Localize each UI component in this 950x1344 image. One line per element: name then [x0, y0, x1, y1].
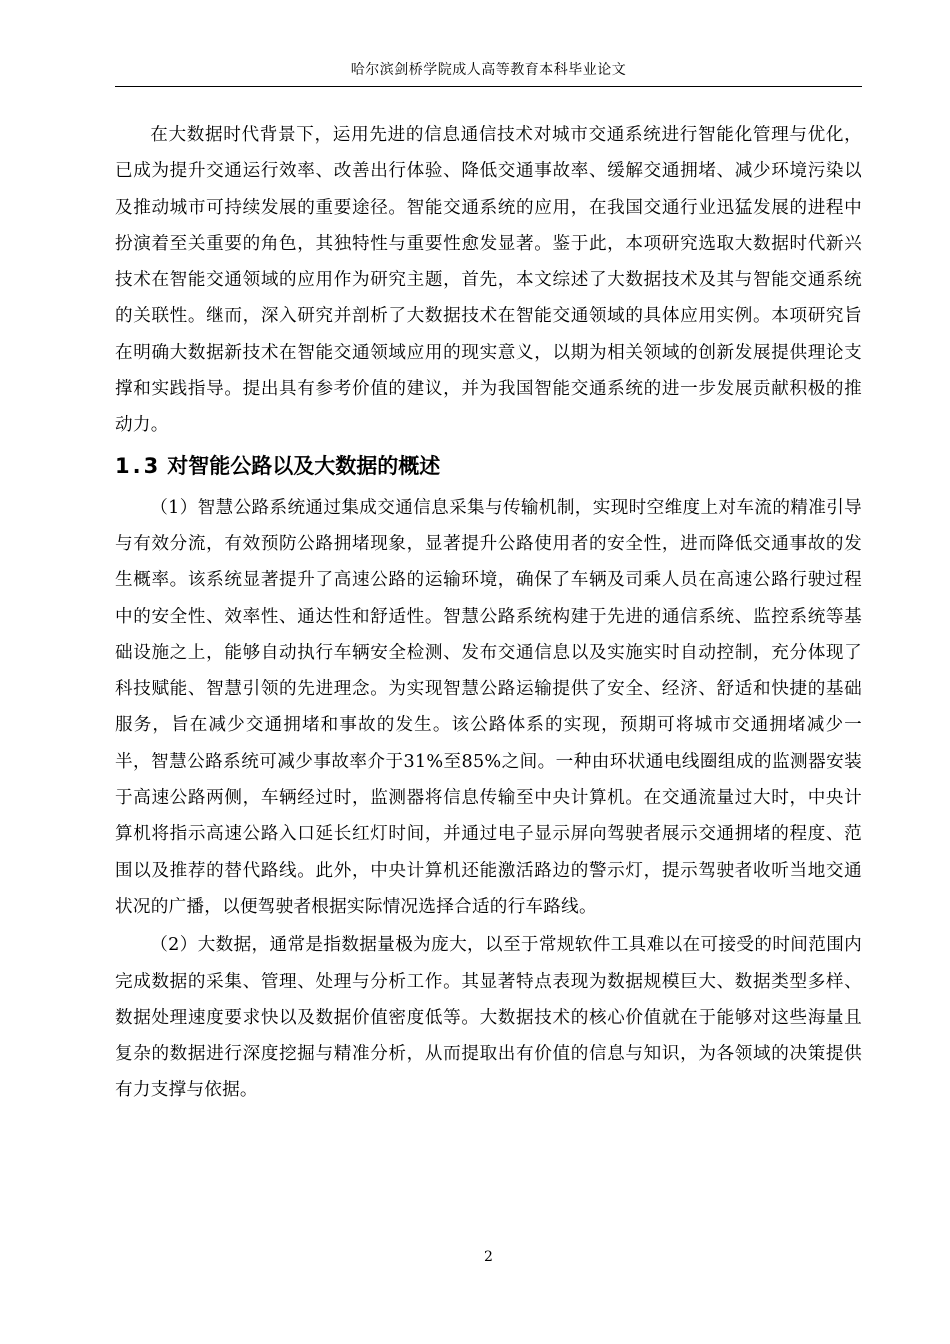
header-divider: [115, 86, 862, 87]
intro-paragraph: 在大数据时代背景下，运用先进的信息通信技术对城市交通系统进行智能化管理与优化，已成为提升交通运行效率、改善出行体验、降低交通事故率、缓解交通拥堵、减少环境污染以及推动城市可持续发展的重要途径。智能交通系统的应用，在我国交通行业迅猛发展的进程中扮演着至关重要的角色，其独特性与重要性愈发显著。鉴于此，本项研究选取大数据时代新兴技术在智能交通领域的应用作为研究主题，首先，本文综述了大数据技术及其与智能交通系统的关联性。继而，深入研究并剖析了大数据技术在智能交通领域的具体应用实例。本项研究旨在明确大数据新技术在智能交通领域应用的现实意义，以期为相关领域的创新发展提供理论支撑和实践指导。提出具有参考价值的建议，并为我国智能交通系统的进一步发展贡献积极的推动力。: [115, 125, 862, 436]
paragraph-big-data: （2）大数据，通常是指数据量极为庞大，以至于常规软件工具难以在可接受的时间范围内完成数据的采集、管理、处理与分析工作。其显著特点表现为数据规模巨大、数据类型多样、数据处理速度要求快以及数据价值密度低等。大数据技术的核心价值就在于能够对这些海量且复杂的数据进行深度挖掘与精准分析，从而提取出有价值的信息与知识，为各领域的决策提供有力支撑与依据。: [115, 935, 862, 1101]
section-title: 对智能公路以及大数据的概述: [167, 453, 441, 478]
page-number: 2: [484, 1249, 493, 1265]
section-heading: [115, 450, 862, 482]
section-number: 1.3: [115, 453, 162, 478]
paragraph-smart-highway: （1）智慧公路系统通过集成交通信息采集与传输机制，实现时空维度上对车流的精准引导与有效分流，有效预防公路拥堵现象，显著提升公路使用者的安全性，进而降低交通事故的发生概率。该系统显著提升了高速公路的运输环境，确保了车辆及司乘人员在高速公路行驶过程中的安全性、效率性、通达性和舒适性。智慧公路系统构建于先进的通信系统、监控系统等基础设施之上，能够自动执行车辆安全检测、发布交通信息以及实施实时自动控制，充分体现了科技赋能、智慧引领的先进理念。为实现智慧公路运输提供了安全、经济、舒适和快捷的基础服务，旨在减少交通拥堵和事故的发生。该公路体系的实现，预期可将城市交通拥堵减少一半，智慧公路系统可减少事故率介于31%至85%之间。一种由环状通电线圈组成的监测器安装于高速公路两侧，车辆经过时，监测器将信息传输至中央计算机。在交通流量过大时，中央计算机将指示高速公路入口延长红灯时间，并通过电子显示屏向驾驶者展示交通拥堵的程度、范围以及推荐的替代路线。此外，中央计算机还能激活路边的警示灯，提示驾驶者收听当地交通状况的广播，以便驾驶者根据实际情况选择合适的行车路线。: [115, 497, 862, 917]
page-body: [115, 117, 862, 1109]
running-header: 哈尔滨剑桥学院成人高等教育本科毕业论文: [350, 62, 627, 78]
